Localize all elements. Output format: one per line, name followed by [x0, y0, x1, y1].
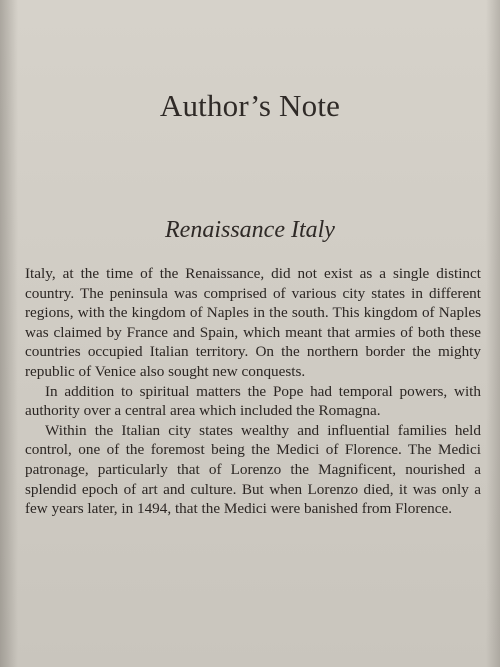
paragraph-3: Within the Italian city states wealthy and influential families held control, one of the foremost being the Medici of Florence. The Medici patronage, particularly that of Lorenzo the Magnificent, nourished a splendid epoch of art and culture. But when Lorenzo died, it was only a few years later, in 1494, that the Medici were banished from Florence. [25, 421, 481, 518]
paragraph-2: In addition to spiritual matters the Pope had temporal powers, with authority over a central area which included the Romagna. [25, 382, 481, 420]
section-heading: Renaissance Italy [165, 217, 335, 243]
body-text [25, 264, 481, 519]
page-title: Author’s Note [159, 88, 341, 123]
paragraph-1: Italy, at the time of the Renaissance, did not exist as a single distinct country. The peninsula was comprised of various city states in different regions, with the kingdom of Naples in the south. This kingdom of Naples was claimed by France and Spain, which meant that armies of both these countries occupied Italian territory. On the northern border the mighty republic of Venice also sought new conquests. [25, 265, 481, 380]
